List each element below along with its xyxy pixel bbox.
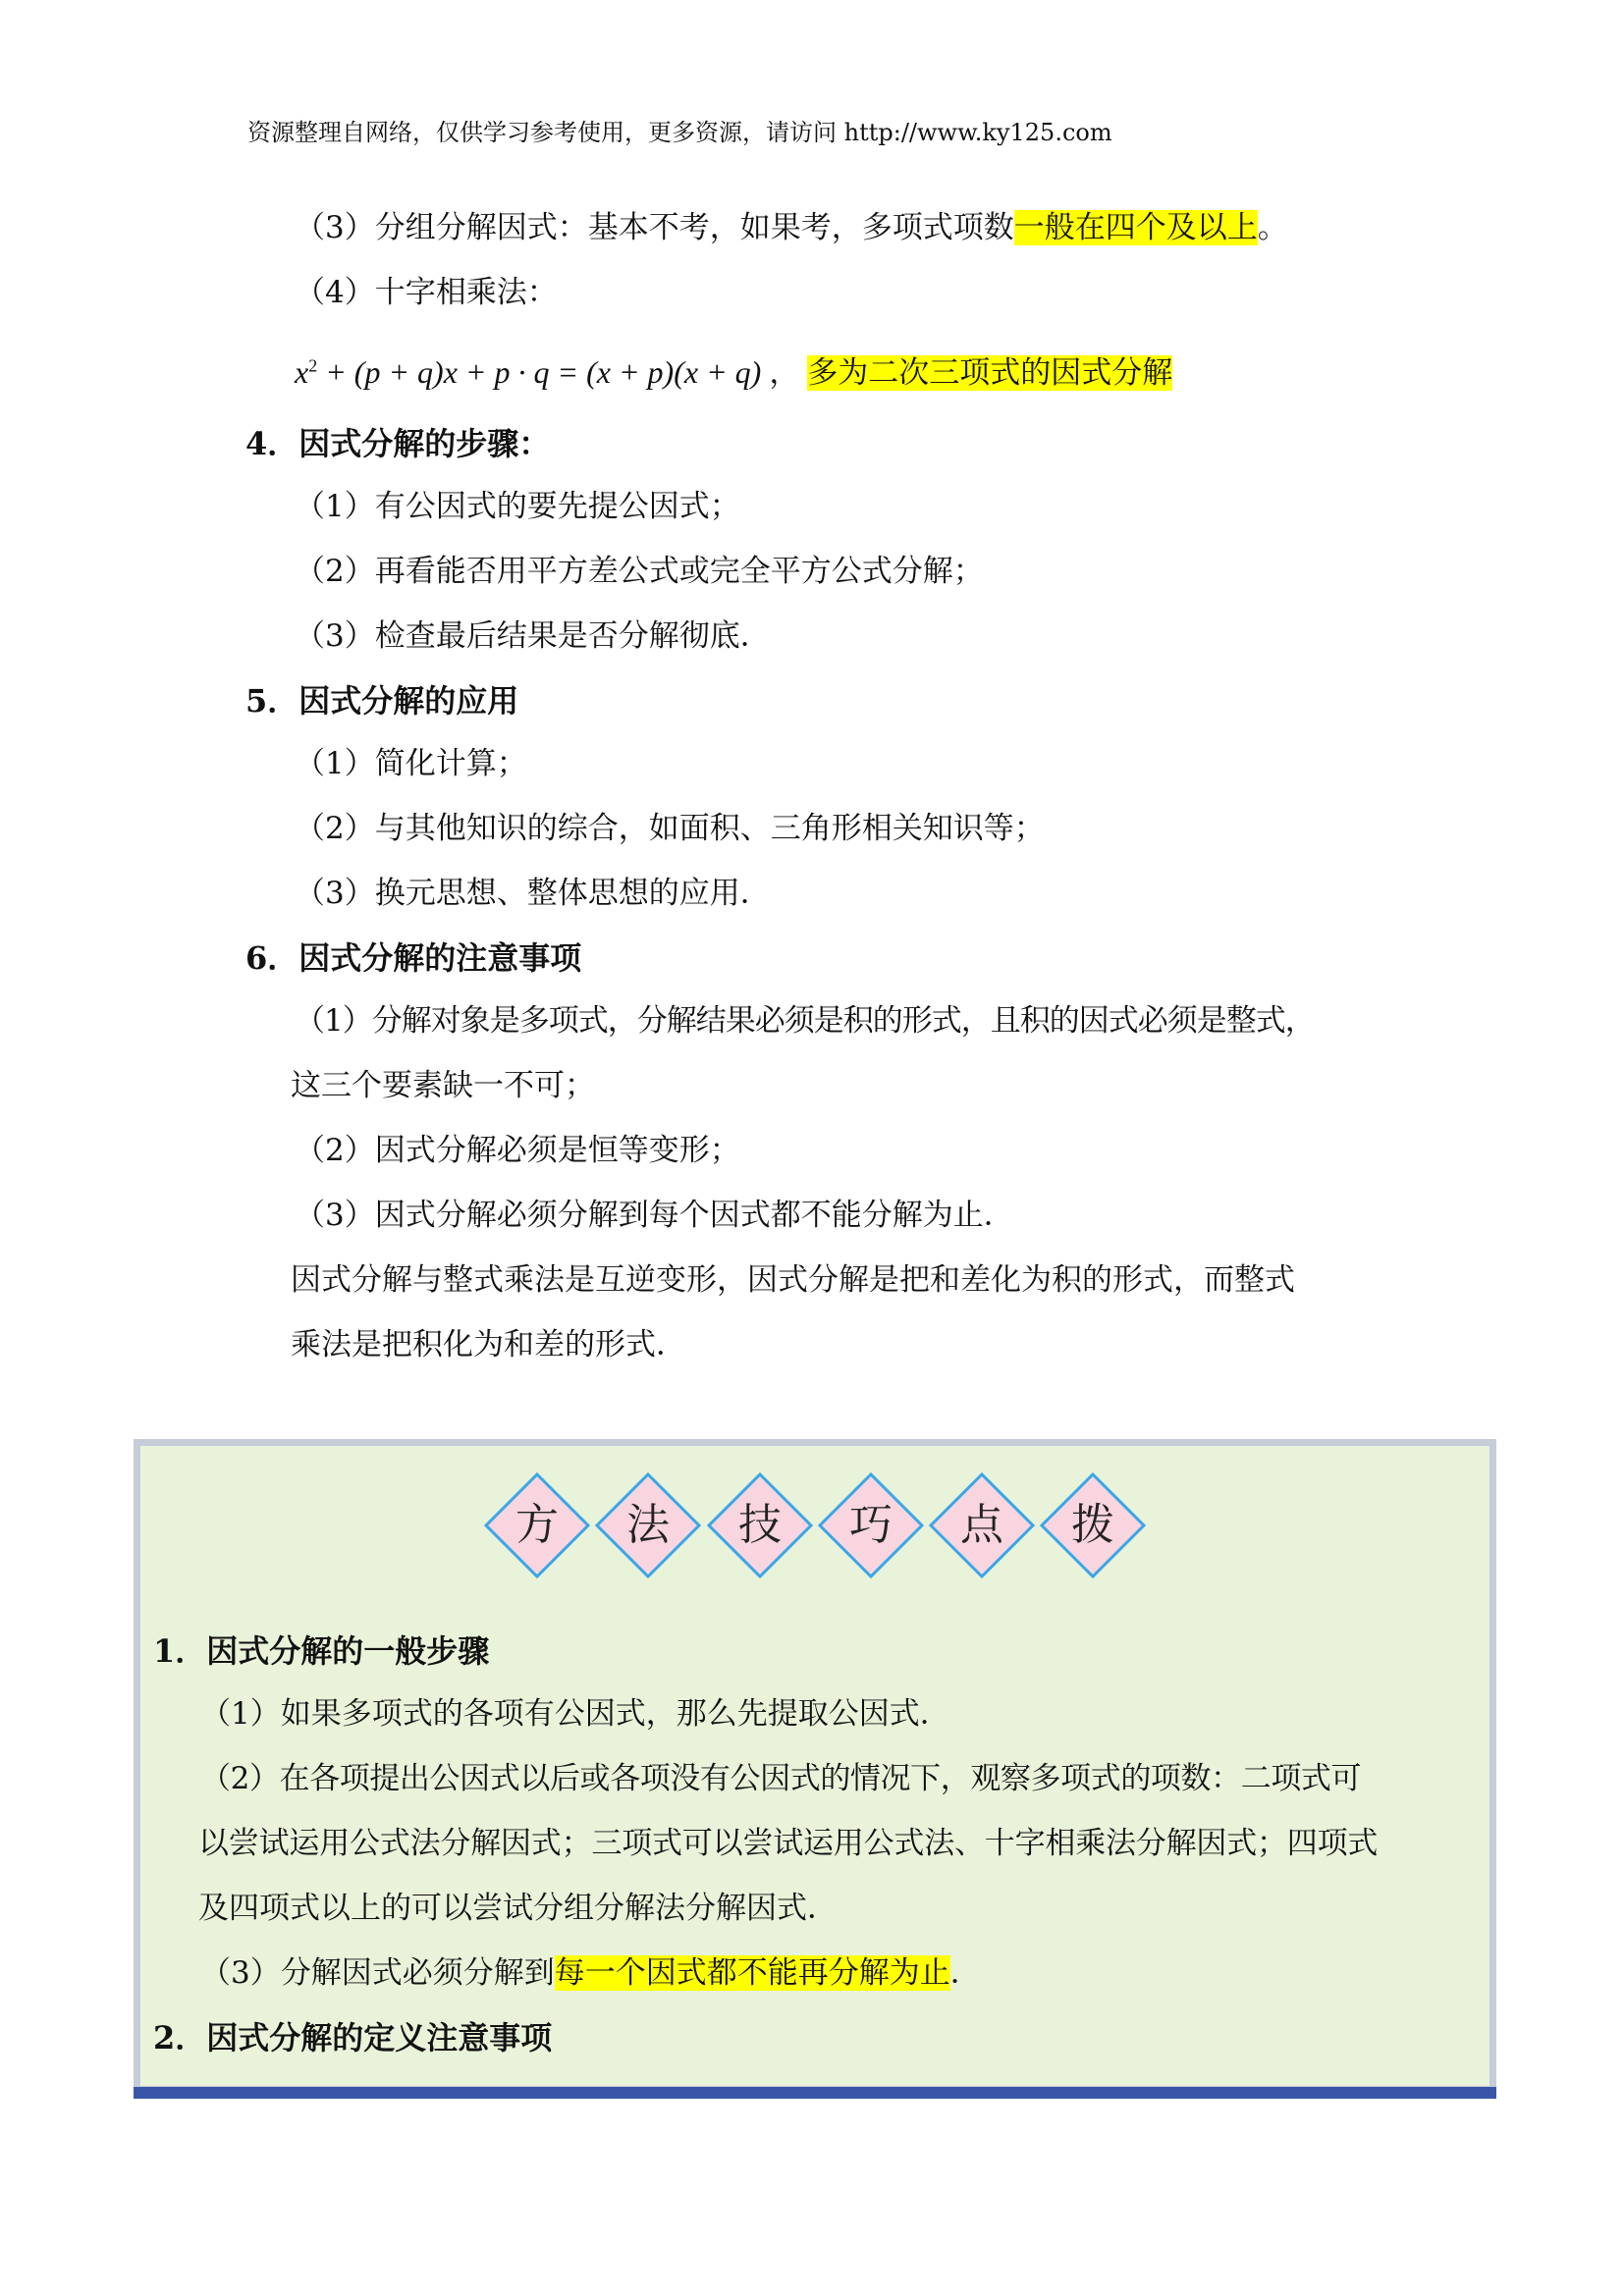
formula-line (295, 344, 1172, 395)
diamond-char-5 (929, 1472, 1035, 1578)
highlight-text: 每一个因式都不能再分解为止 (554, 1955, 950, 1991)
item-text-end: ． (949, 1955, 981, 1991)
watermark: 资源整理自网络，仅供学习参考使用，更多资源，请访问 http://www.ky125.com (247, 119, 1112, 146)
diamond-label: 拨 (1071, 1500, 1114, 1550)
tips-section-1-item-1: （1）如果多项式的各项有公因式，那么先提取公因式． (200, 1696, 950, 1732)
diamond-char-4 (818, 1472, 924, 1578)
formula-separator: ， (769, 354, 800, 391)
diamond-label: 法 (626, 1500, 670, 1550)
section-6-item-1-line-2: 这三个要素缺一不可； (291, 1068, 595, 1103)
section-5-item-1: （1）简化计算； (295, 746, 527, 781)
diamond-label: 技 (738, 1500, 782, 1550)
diamond-char-6 (1040, 1472, 1146, 1578)
section-6-item-3: （3）因式分解必须分解到每个因式都不能分解为止． (295, 1198, 1014, 1233)
section-5-title: 5．因式分解的应用 (245, 682, 519, 720)
section-6-item-1-line-1: （1）分解对象是多项式，分解结果必须是积的形式，且积的因式必须是整式， (295, 1003, 1315, 1039)
section-4-item-2: （2）再看能否用平方差公式或完全平方公式分解； (295, 554, 984, 589)
item-cross-multiplication: （4）十字相乘法： (295, 275, 558, 310)
tips-section-1-item-2-line-1: （2）在各项提出公因式以后或各项没有公因式的情况下，观察多项式的项数：二项式可 (200, 1761, 1362, 1796)
tips-section-1-item-2-line-3: 及四项式以上的可以尝试分组分解法分解因式． (198, 1891, 838, 1926)
section-6-note-line-1: 因式分解与整式乘法是互逆变形，因式分解是把和差化为积的形式，而整式 (291, 1262, 1295, 1298)
tips-section-1-item-3 (200, 1951, 981, 1995)
formula-exponent: 2 (308, 355, 318, 375)
item-text-end: 。 (1257, 210, 1288, 245)
section-5-item-2: （2）与其他知识的综合，如面积、三角形相关知识等； (295, 811, 1045, 846)
diamond-char-3 (707, 1472, 813, 1578)
section-4-title: 4．因式分解的步骤： (245, 425, 551, 462)
formula-rest: + (p + q)x + p · q = (x + p)(x + q) (317, 353, 762, 390)
formula-base: x (295, 353, 309, 390)
section-6-title: 6．因式分解的注意事项 (245, 939, 582, 977)
section-4-item-3: （3）检查最后结果是否分解彻底． (295, 618, 771, 654)
item-text: （3）分组分解因式：基本不考，如果考，多项式项数 (295, 210, 1014, 245)
diamond-char-2 (595, 1472, 701, 1578)
diamond-label: 点 (960, 1500, 1003, 1550)
diamond-label: 方 (515, 1500, 559, 1550)
formula-note-highlight: 多为二次三项式的因式分解 (807, 354, 1173, 391)
section-6-note-line-2: 乘法是把积化为和差的形式． (291, 1327, 686, 1362)
item-grouping-method (295, 206, 1288, 249)
diamond-label: 巧 (849, 1500, 893, 1550)
tips-section-1-item-2-line-2: 以尝试运用公式法分解因式；三项式可以尝试运用公式法、十字相乘法分解因式；四项式 (198, 1826, 1379, 1861)
highlight-text: 一般在四个及以上 (1013, 210, 1258, 245)
section-5-item-3: （3）换元思想、整体思想的应用． (295, 876, 771, 911)
item-text: （3）分解因式必须分解到 (200, 1955, 555, 1991)
section-6-item-2: （2）因式分解必须是恒等变形； (295, 1133, 740, 1168)
diamond-char-1 (484, 1472, 590, 1578)
formula (295, 354, 761, 390)
method-tips-box-bottom-bar (134, 2087, 1496, 2099)
tips-section-2-title: 2．因式分解的定义注意事项 (153, 2019, 553, 2056)
tips-section-1-title: 1．因式分解的一般步骤 (153, 1632, 490, 1670)
section-4-item-1: （1）有公因式的要先提公因式； (295, 489, 740, 524)
